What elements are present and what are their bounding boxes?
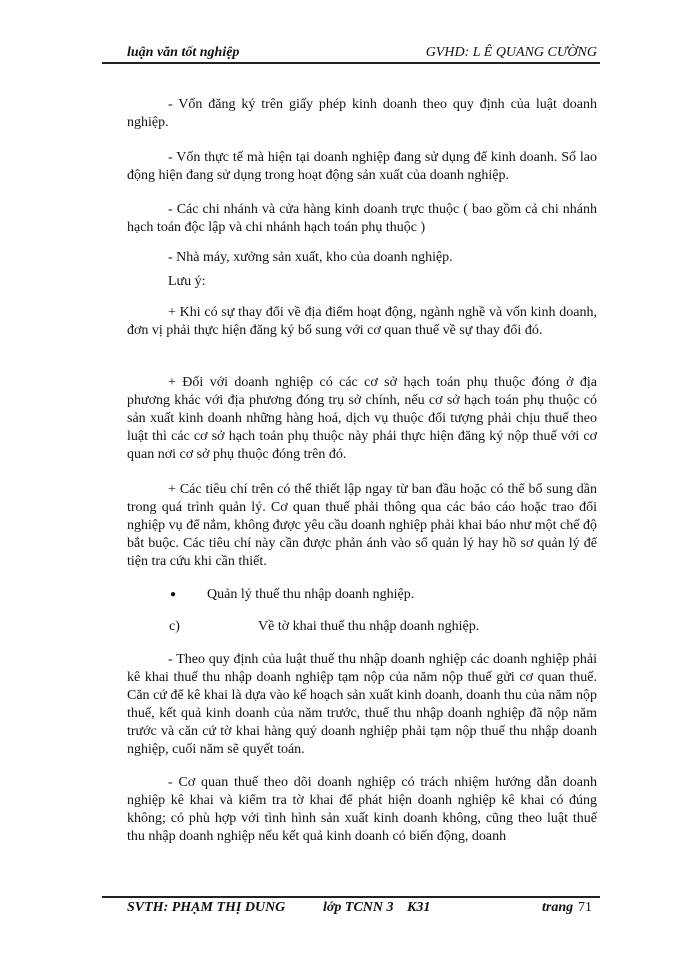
paragraph: + Đối với doanh nghiệp có các cơ sở hạch toán phụ thuộc đóng ở địa phương khác với địa phương đóng trụ sở chính, nếu cơ sở hạch toán phụ thuộc có sản xuất kinh doanh những hàng hoá, dịch vụ thuộc đối tượng phải chịu thuế theo luật thì các cơ sở hạch toán phụ thuộc này phải thực hiện đăng ký nộp thuế với cơ quan nơi cơ sở phụ thuộc đóng trên đó. <box>127 375 597 462</box>
bullet-text: Quản lý thuế thu nhập doanh nghiệp. <box>207 587 415 602</box>
header-rule <box>102 62 600 64</box>
bullet-icon: ● <box>170 589 177 600</box>
subsection-label: c) <box>169 619 180 634</box>
paragraph: + Các tiêu chí trên có thể thiết lập ngay từ ban đầu hoặc có thể bổ sung dần trong quá trình quản lý. Cơ quan thuế phải thông qua các báo cáo hoặc trao đổi nghiệp vụ để nắm, không được yêu cầu doanh nghiệp phải khai báo như một chế độ bắt buộc. Các tiêu chí này cần được phản ánh vào sổ quản lý hay hồ sơ quản lý để tiện tra cứu khi cần thiết. <box>127 482 597 569</box>
paragraph: - Cơ quan thuế theo dõi doanh nghiệp có trách nhiệm hướng dẫn doanh nghiệp kê khai và kiểm tra tờ khai để phát hiện doanh nghiệp kê khai có đúng không; có phù hợp với tình hình sản xuất kinh doanh không, cũng theo luật thuế thu nhập doanh nghiệp nếu kết quả kinh doanh có biến động, doanh <box>127 775 597 844</box>
header-right: GVHD: L Ê QUANG CƯỜNG <box>425 45 597 60</box>
footer-page-number: 71 <box>578 900 592 915</box>
paragraph: - Theo quy định của luật thuế thu nhập doanh nghiệp các doanh nghiệp phải kê khai thuế thu nhập doanh nghiệp tạm nộp của năm nộp thuế gửi cơ quan thuế. Căn cứ để kê khai là dựa vào kế hoạch sản xuất kinh doanh, doanh thu của năm nộp thuế, kết quả kinh doanh của năm trước, thuế thu nhập doanh nghiệp đã nộp năm trước và căn cứ tờ khai hàng quý doanh nghiệp phải tạm nộp thuế thu nhập doanh nghiệp, cuối năm sẽ quyết toán. <box>127 652 597 757</box>
footer-class: lớp TCNN 3 <box>323 900 394 915</box>
paragraph: + Khi có sự thay đổi về địa điểm hoạt động, ngành nghề và vốn kinh doanh, đơn vị phải thực hiện đăng ký bổ sung với cơ quan thuế về sự thay đổi đó. <box>127 305 597 338</box>
footer-student: SVTH: PHẠM THỊ DUNG <box>127 900 286 915</box>
footer-page-label: trang <box>542 900 574 915</box>
footer-course: K31 <box>407 900 431 915</box>
paragraph: - Nhà máy, xưởng sản xuất, kho của doanh nghiệp. <box>168 250 453 265</box>
paragraph: - Vốn thực tế mà hiện tại doanh nghiệp đang sử dụng để kinh doanh. Số lao động hiện đang sử dụng trong hoạt động sản xuất của doanh nghiệp. <box>127 150 597 183</box>
footer-rule <box>102 896 600 898</box>
paragraph: - Vốn đăng ký trên giấy phép kinh doanh theo quy định của luật doanh nghiệp. <box>127 97 597 130</box>
header-left: luận văn tốt nghiệp <box>127 45 240 60</box>
paragraph: - Các chi nhánh và cửa hàng kinh doanh trực thuộc ( bao gồm cả chi nhánh hạch toán độc lập và chi nhánh hạch toán phụ thuộc ) <box>127 202 597 235</box>
note-label: Lưu ý: <box>168 274 206 289</box>
subsection-title: Về tờ khai thuế thu nhập doanh nghiệp. <box>258 619 480 634</box>
